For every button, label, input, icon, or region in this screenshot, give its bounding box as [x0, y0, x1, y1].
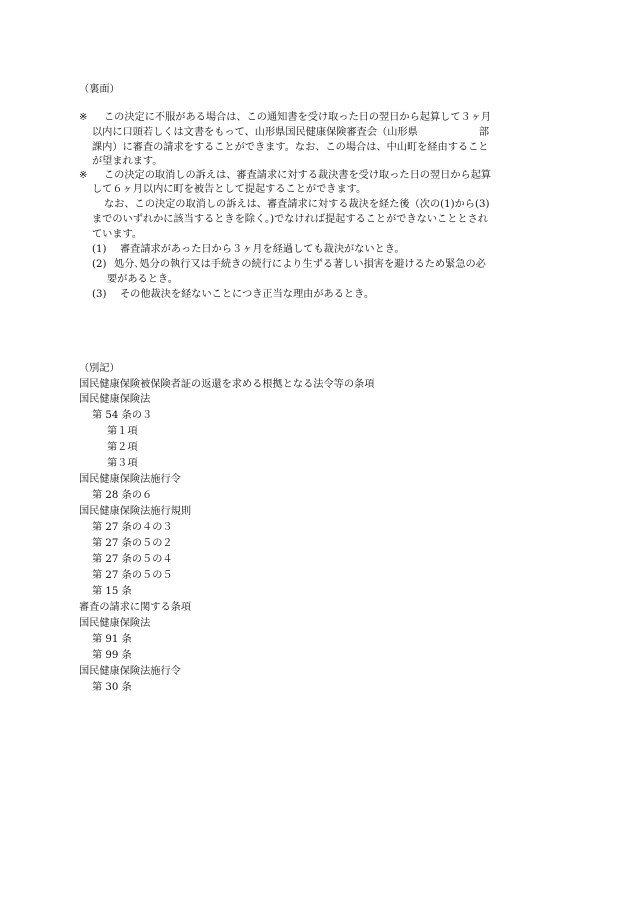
appendix-entry: 第 28 条の６ — [92, 490, 153, 501]
appendix-entry: 第 27 条の５の５ — [92, 570, 173, 581]
item-text: その他裁決を経ないことにつき正当な理由があるとき。 — [120, 289, 375, 300]
appendix-entry: 第２項 — [107, 442, 138, 453]
appendix-entry: 国民健康保険法 — [79, 618, 151, 629]
notice-2-line: なお、この決定の取消しの訴えは、審査請求に対する裁決を経た後（次の(1)から(3) — [104, 199, 490, 210]
notice-2-line: この決定の取消しの訴えは、審査請求に対する裁決書を受け取った日の翌日から起算 — [104, 170, 492, 181]
item-text: 処分､処分の執行又は手続きの続行により生ずる著しい損害を避けるため緊急の必 — [114, 259, 486, 270]
appendix-entry: 第 30 条 — [92, 682, 132, 693]
appendix-entry: 国民健康保険法施行令 — [79, 474, 181, 485]
appendix-heading: （別記） — [79, 363, 120, 374]
item-number: (3) — [92, 289, 107, 300]
notice-1-mark: ※ — [79, 112, 88, 123]
notice-2-mark: ※ — [79, 170, 88, 181]
appendix-entry: 第 54 条の３ — [92, 410, 153, 421]
notice-1-line: この決定に不服がある場合は、この通知書を受け取った日の翌日から起算して３ヶ月 — [104, 112, 492, 123]
back-side-heading: （裏面） — [79, 84, 120, 95]
appendix-entry: 国民健康保険法施行規則 — [79, 506, 192, 517]
appendix-entry: 第 91 条 — [92, 634, 132, 645]
appendix-entry: 第１項 — [107, 426, 138, 437]
appendix-entry: 第 15 条 — [92, 586, 132, 597]
appendix-entry: 審査の請求に関する条項 — [79, 602, 192, 613]
notice-2-line: ています。 — [92, 229, 143, 240]
appendix-entry: 国民健康保険法 — [79, 394, 151, 405]
appendix-entry: 国民健康保険被保険者証の返還を求める根拠となる法令等の条項 — [79, 379, 375, 390]
notice-2-line: までのいずれかに該当するときを除く。)でなければ提起することができないこととされ — [92, 214, 488, 225]
item-number: (1) — [92, 244, 107, 255]
appendix-entry: 第 27 条の５の４ — [92, 554, 173, 565]
item-text: 要があるとき。 — [107, 274, 178, 285]
item-text: 審査請求があった日から３ヶ月を経過しても裁決がないとき。 — [120, 244, 405, 255]
notice-1-line: 以内に口頭若しくは文書をもって、山形県国民健康保険審査会（山形県 部 — [92, 127, 490, 138]
notice-1-line: が望まれます。 — [92, 156, 163, 167]
appendix-entry: 第 99 条 — [92, 650, 132, 661]
notice-1-line: 課内）に審査の請求をすることができます。なお、この場合は、中山町を経由すること — [92, 142, 489, 153]
appendix-entry: 第 27 条の５の２ — [92, 538, 173, 549]
appendix-entry: 第３項 — [107, 458, 138, 469]
notice-2-line: して６ヶ月以内に町を被告として提起することができます。 — [92, 184, 367, 195]
appendix-entry: 国民健康保険法施行令 — [79, 666, 181, 677]
appendix-entry: 第 27 条の４の３ — [92, 522, 173, 533]
item-number: (2) — [92, 259, 107, 270]
